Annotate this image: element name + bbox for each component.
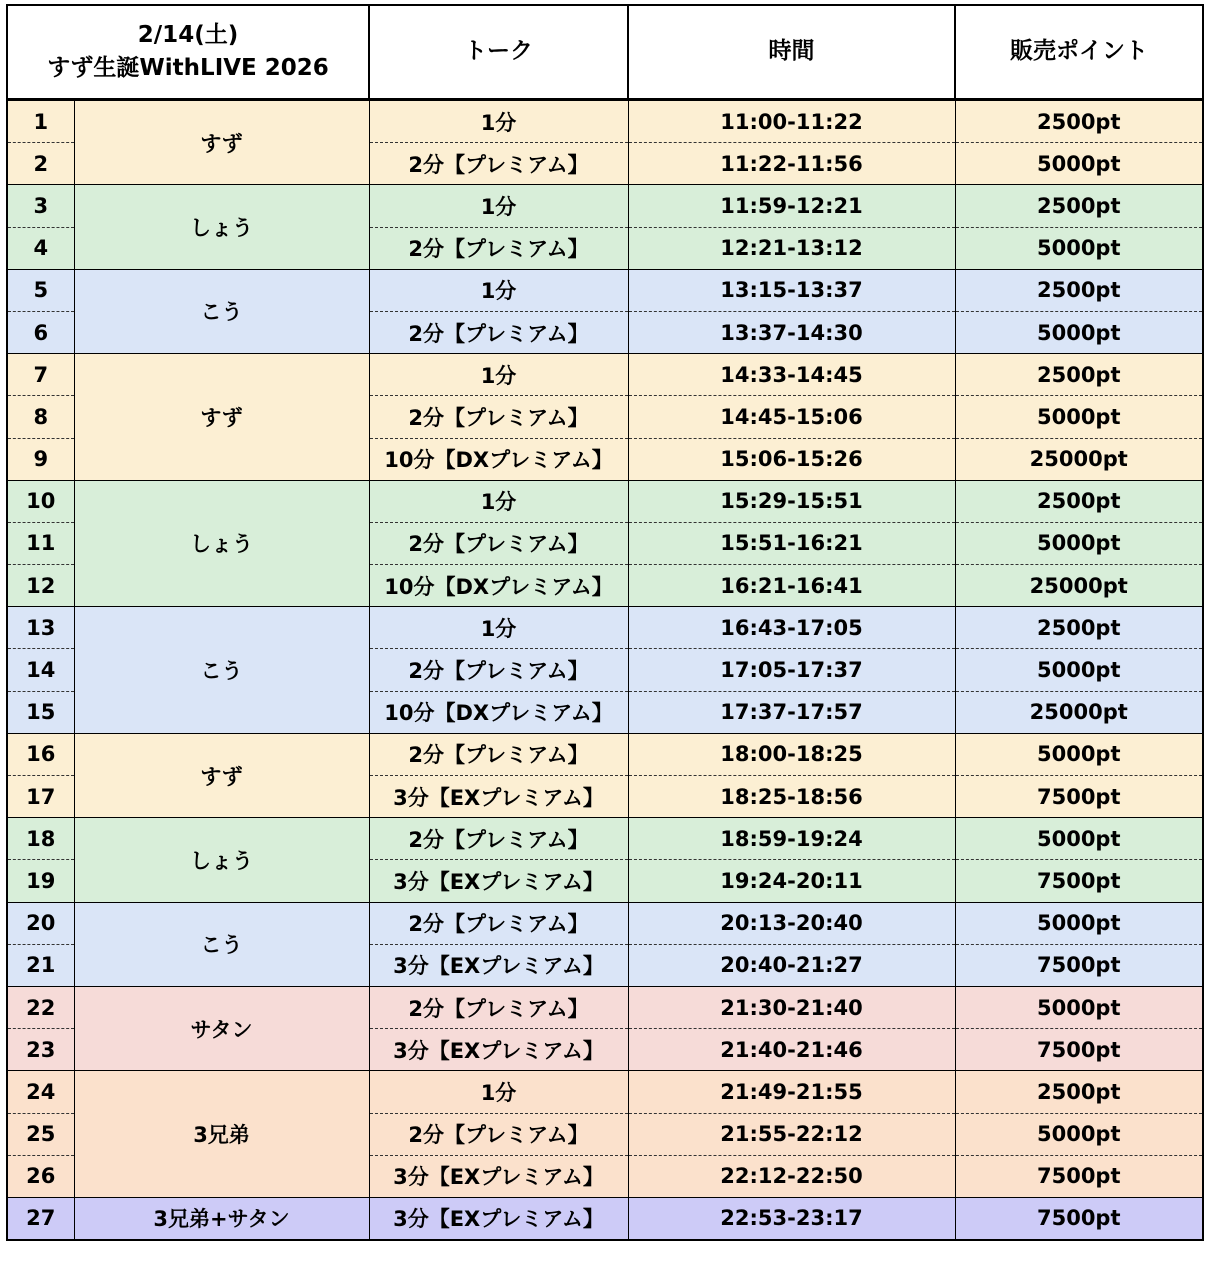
time-slot: 22:12-22:50 bbox=[628, 1155, 955, 1197]
row-number: 12 bbox=[7, 565, 74, 607]
price-points: 5000pt bbox=[955, 902, 1203, 944]
price-points: 2500pt bbox=[955, 185, 1203, 227]
time-slot: 11:22-11:56 bbox=[628, 143, 955, 185]
schedule-row bbox=[7, 818, 1203, 860]
talk-type: 1分 bbox=[369, 1071, 628, 1113]
talk-type: 2分【プレミアム】 bbox=[369, 227, 628, 269]
row-number: 13 bbox=[7, 607, 74, 649]
schedule-body bbox=[7, 100, 1203, 1241]
price-points: 2500pt bbox=[955, 354, 1203, 396]
time-slot: 13:37-14:30 bbox=[628, 311, 955, 353]
price-points: 5000pt bbox=[955, 227, 1203, 269]
talent-name: 3兄弟+サタン bbox=[74, 1197, 369, 1240]
time-slot: 21:49-21:55 bbox=[628, 1071, 955, 1113]
talk-type: 1分 bbox=[369, 354, 628, 396]
time-slot: 14:33-14:45 bbox=[628, 354, 955, 396]
row-number: 16 bbox=[7, 733, 74, 775]
talk-type: 3分【EXプレミアム】 bbox=[369, 944, 628, 986]
price-points: 5000pt bbox=[955, 143, 1203, 185]
price-points: 5000pt bbox=[955, 733, 1203, 775]
time-slot: 16:43-17:05 bbox=[628, 607, 955, 649]
talk-type: 2分【プレミアム】 bbox=[369, 396, 628, 438]
row-number: 11 bbox=[7, 522, 74, 564]
row-number: 23 bbox=[7, 1029, 74, 1071]
time-slot: 11:59-12:21 bbox=[628, 185, 955, 227]
schedule-row bbox=[7, 1071, 1203, 1113]
time-slot: 18:00-18:25 bbox=[628, 733, 955, 775]
event-title-cell bbox=[7, 5, 369, 100]
talk-type: 1分 bbox=[369, 269, 628, 311]
row-number: 14 bbox=[7, 649, 74, 691]
row-number: 10 bbox=[7, 480, 74, 522]
price-points: 25000pt bbox=[955, 565, 1203, 607]
talk-type: 1分 bbox=[369, 480, 628, 522]
event-name: すず生誕WithLIVE 2026 bbox=[47, 55, 329, 81]
row-number: 5 bbox=[7, 269, 74, 311]
talent-name: サタン bbox=[74, 986, 369, 1070]
price-points: 25000pt bbox=[955, 438, 1203, 480]
price-points: 2500pt bbox=[955, 607, 1203, 649]
time-slot: 21:30-21:40 bbox=[628, 986, 955, 1028]
talk-type: 2分【プレミアム】 bbox=[369, 902, 628, 944]
talent-name: しょう bbox=[74, 185, 369, 269]
talk-type: 2分【プレミアム】 bbox=[369, 522, 628, 564]
price-points: 2500pt bbox=[955, 1071, 1203, 1113]
row-number: 6 bbox=[7, 311, 74, 353]
time-slot: 18:25-18:56 bbox=[628, 776, 955, 818]
time-slot: 17:37-17:57 bbox=[628, 691, 955, 733]
talk-type: 3分【EXプレミアム】 bbox=[369, 860, 628, 902]
time-slot: 19:24-20:11 bbox=[628, 860, 955, 902]
price-points: 5000pt bbox=[955, 986, 1203, 1028]
time-slot: 15:06-15:26 bbox=[628, 438, 955, 480]
row-number: 27 bbox=[7, 1197, 74, 1240]
schedule-row bbox=[7, 902, 1203, 944]
time-slot: 21:40-21:46 bbox=[628, 1029, 955, 1071]
time-column-header: 時間 bbox=[628, 5, 955, 100]
schedule-row bbox=[7, 607, 1203, 649]
talk-type: 10分【DXプレミアム】 bbox=[369, 438, 628, 480]
talk-type: 2分【プレミアム】 bbox=[369, 733, 628, 775]
talent-name: 3兄弟 bbox=[74, 1071, 369, 1198]
time-slot: 20:13-20:40 bbox=[628, 902, 955, 944]
time-slot: 20:40-21:27 bbox=[628, 944, 955, 986]
time-slot: 18:59-19:24 bbox=[628, 818, 955, 860]
talk-type: 2分【プレミアム】 bbox=[369, 1113, 628, 1155]
schedule-row bbox=[7, 986, 1203, 1028]
time-slot: 22:53-23:17 bbox=[628, 1197, 955, 1240]
row-number: 8 bbox=[7, 396, 74, 438]
talk-column-header: トーク bbox=[369, 5, 628, 100]
price-points: 5000pt bbox=[955, 396, 1203, 438]
price-points: 5000pt bbox=[955, 522, 1203, 564]
talent-name: すず bbox=[74, 100, 369, 185]
talk-type: 2分【プレミアム】 bbox=[369, 311, 628, 353]
time-slot: 15:29-15:51 bbox=[628, 480, 955, 522]
row-number: 19 bbox=[7, 860, 74, 902]
talk-type: 2分【プレミアム】 bbox=[369, 818, 628, 860]
price-points: 5000pt bbox=[955, 1113, 1203, 1155]
talent-name: すず bbox=[74, 354, 369, 481]
price-points: 2500pt bbox=[955, 269, 1203, 311]
talk-type: 2分【プレミアム】 bbox=[369, 143, 628, 185]
schedule-row bbox=[7, 100, 1203, 143]
talk-type: 2分【プレミアム】 bbox=[369, 649, 628, 691]
price-points: 7500pt bbox=[955, 1197, 1203, 1240]
row-number: 21 bbox=[7, 944, 74, 986]
row-number: 22 bbox=[7, 986, 74, 1028]
row-number: 25 bbox=[7, 1113, 74, 1155]
time-slot: 11:00-11:22 bbox=[628, 100, 955, 143]
header-row bbox=[7, 5, 1203, 100]
schedule-table bbox=[6, 4, 1204, 1241]
price-points: 2500pt bbox=[955, 480, 1203, 522]
talk-type: 3分【EXプレミアム】 bbox=[369, 1155, 628, 1197]
row-number: 26 bbox=[7, 1155, 74, 1197]
time-slot: 21:55-22:12 bbox=[628, 1113, 955, 1155]
event-date: 2/14(土) bbox=[137, 21, 239, 48]
price-points: 5000pt bbox=[955, 649, 1203, 691]
talk-type: 10分【DXプレミアム】 bbox=[369, 565, 628, 607]
price-points: 7500pt bbox=[955, 1029, 1203, 1071]
talent-name: こう bbox=[74, 902, 369, 986]
talk-type: 1分 bbox=[369, 185, 628, 227]
talent-name: こう bbox=[74, 269, 369, 353]
price-points: 2500pt bbox=[955, 100, 1203, 143]
talk-type: 10分【DXプレミアム】 bbox=[369, 691, 628, 733]
talent-name: しょう bbox=[74, 818, 369, 902]
price-points: 7500pt bbox=[955, 944, 1203, 986]
talent-name: すず bbox=[74, 733, 369, 817]
row-number: 4 bbox=[7, 227, 74, 269]
row-number: 17 bbox=[7, 776, 74, 818]
row-number: 15 bbox=[7, 691, 74, 733]
schedule-header bbox=[7, 5, 1203, 100]
talk-type: 3分【EXプレミアム】 bbox=[369, 776, 628, 818]
talent-name: しょう bbox=[74, 480, 369, 607]
schedule-row bbox=[7, 354, 1203, 396]
row-number: 18 bbox=[7, 818, 74, 860]
talk-type: 1分 bbox=[369, 607, 628, 649]
time-slot: 16:21-16:41 bbox=[628, 565, 955, 607]
talent-name: こう bbox=[74, 607, 369, 734]
schedule-row bbox=[7, 480, 1203, 522]
price-points: 7500pt bbox=[955, 860, 1203, 902]
schedule-row bbox=[7, 185, 1203, 227]
row-number: 20 bbox=[7, 902, 74, 944]
talk-type: 3分【EXプレミアム】 bbox=[369, 1029, 628, 1071]
schedule-row bbox=[7, 269, 1203, 311]
price-points: 5000pt bbox=[955, 818, 1203, 860]
price-column-header: 販売ポイント bbox=[955, 5, 1203, 100]
row-number: 24 bbox=[7, 1071, 74, 1113]
time-slot: 13:15-13:37 bbox=[628, 269, 955, 311]
time-slot: 12:21-13:12 bbox=[628, 227, 955, 269]
price-points: 7500pt bbox=[955, 776, 1203, 818]
price-points: 25000pt bbox=[955, 691, 1203, 733]
row-number: 9 bbox=[7, 438, 74, 480]
row-number: 3 bbox=[7, 185, 74, 227]
row-number: 1 bbox=[7, 100, 74, 143]
schedule-row bbox=[7, 733, 1203, 775]
time-slot: 15:51-16:21 bbox=[628, 522, 955, 564]
talk-type: 1分 bbox=[369, 100, 628, 143]
time-slot: 17:05-17:37 bbox=[628, 649, 955, 691]
price-points: 7500pt bbox=[955, 1155, 1203, 1197]
price-points: 5000pt bbox=[955, 311, 1203, 353]
row-number: 7 bbox=[7, 354, 74, 396]
row-number: 2 bbox=[7, 143, 74, 185]
time-slot: 14:45-15:06 bbox=[628, 396, 955, 438]
schedule-row bbox=[7, 1197, 1203, 1240]
talk-type: 3分【EXプレミアム】 bbox=[369, 1197, 628, 1240]
talk-type: 2分【プレミアム】 bbox=[369, 986, 628, 1028]
